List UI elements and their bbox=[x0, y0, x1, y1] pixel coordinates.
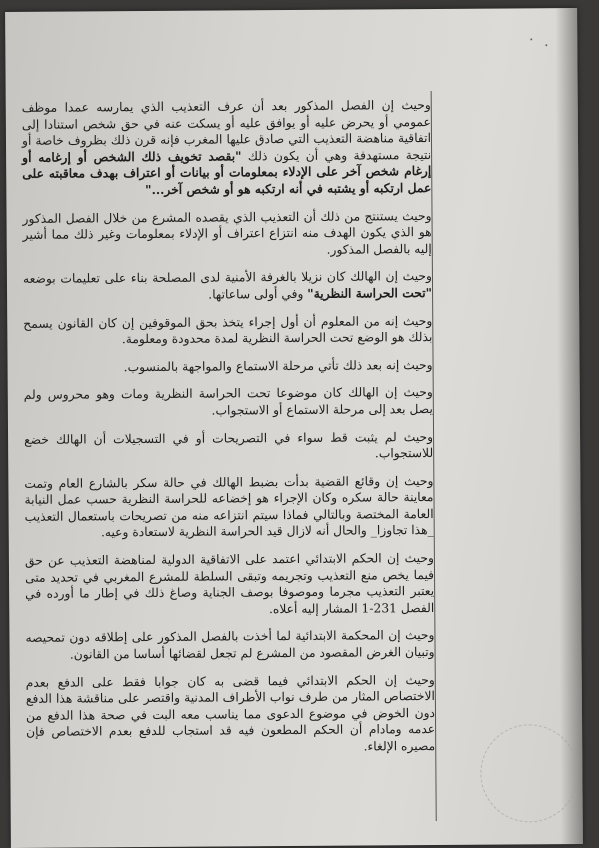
paragraph-text: وحيث إن الهالك كان موضوعا تحت الحراسة النظرية ومات وهو محروس ولم يصل بعد إلى مرحلة الاستماع أو الاستجواب. bbox=[23, 385, 433, 418]
paragraph-text: وحيث لم يثبت قط سواء في التصريحات أو في التسجيلات أن الهالك خضع للاستجواب. bbox=[24, 429, 434, 461]
paragraph-text: وحيث إن المحكمة الابتدائية لما أخذت بالفصل المذكور على إطلاقه دون تمحيصه وتبيان الغرض المقصود من المشرع لم تجعل لقضائها أساسا من القانون. bbox=[25, 628, 435, 662]
paragraph bbox=[23, 313, 432, 349]
paragraph-text: وحيث إن الهالك كان نزيلا بالغرفة الأمنية لدى المصلحة بناء على تعليمات بوضعه bbox=[22, 269, 432, 287]
speck bbox=[530, 38, 532, 40]
paragraph bbox=[22, 97, 432, 199]
paragraph bbox=[25, 627, 434, 663]
paragraph-text: وحيث إن الحكم الابتدائي فيما قضى به كان جوابا فقط على الدفع بعدم الاختصاص المثار من طرف نواب الأطراف المدنية واقتصر على مناقشة هذا الدفع دون الخوض في موضوع الدعوى مما يناسب معه البت في صحة هذا الدفع من عدمه ومادام أن الحكم المطعون فيه قد استجاب للدفع بعدم الاختصاص فإن مصيره الإلغاء. bbox=[25, 672, 436, 754]
paragraph-text: وحيث إنه من المعلوم أن أول إجراء يتخذ بحق الموقوفين إن كان القانون يسمح بذلك هو الوضع تحت الحراسة النظرية لمدة محدودة ومعلومة. bbox=[23, 313, 433, 347]
paragraph bbox=[24, 473, 433, 542]
page-edge-shadow bbox=[555, 8, 583, 844]
paragraph-text: وحيث إن الفصل المذكور بعد أن عرف التعذيب الذي يمارسه عمدا موظف عمومي أو يحرض عليه أو يوافق عليه أو يسكت عنه في حق شخص استنادا إلى اتفاقية مناهضة التعذيب التي صادق عليها المغرب فإنه قرن ذلك بظروف خاصة أو نتيجة مستهدفة وهي أن يكون ذلك bbox=[21, 98, 432, 164]
paragraph bbox=[24, 357, 433, 376]
paragraph bbox=[24, 384, 433, 420]
paragraph bbox=[22, 208, 431, 261]
paragraph-text: وحيث إن الحكم الابتدائي اعتمد على الاتفاقية الدولية لمناهضة التعذيب عن حق فيما يخص منع التعذيب وتجريمه وتبقى السلطة للمشرع المغربي في تحديد متى يعتبر التعذيب مجرما وموصوفا بوصف الجناية وصاغ ذلك في إطار ما أورده في الفصل 231-1 المشار إليه أعلاه. bbox=[24, 551, 435, 617]
paragraph-text: وحيث إن وقائع القضية بدأت بضبط الهالك في حالة سكر بالشارع العام وتمت معاينة حالة سكره وكان الإجراء هو إخضاعه للحراسة النظرية حسب عمل النيابة العامة المختصة وبالتالي فماذا سيتم انتزاعه منه من تصريحات باستعمال التعذيب _هذا تجاوزا_ والحال أنه لازال قيد الحراسة النظرية لاستعادة وعيه. bbox=[24, 473, 434, 540]
paragraph-text: وحيث يستنتج من ذلك أن التعذيب الذي يقصده المشرع من خلال الفصل المذكور هو الذي يكون الهدف منه انتزاع اعتراف أو الإدلاء بمعلومات وغير ذلك مما أشير إليه بالفصل المذكور. bbox=[22, 208, 432, 257]
quoted-text: "تحت الحراسة النظرية" bbox=[307, 284, 433, 301]
paragraph bbox=[23, 268, 432, 304]
speck bbox=[545, 44, 547, 46]
paragraph bbox=[24, 429, 433, 465]
document-page bbox=[5, 8, 583, 848]
faint-stamp bbox=[480, 724, 579, 823]
quoted-text: "بقصد تخويف ذلك الشخص أو إرغامه أو إرغام شخص آخر على الإدلاء بمعلومات أو بيانات أو اعتراف بهدف معاقبته على عمل ارتكبه أو يشتبه في أنه ارتكبه هو أو شخص آخر..." bbox=[22, 148, 432, 198]
paragraph bbox=[25, 550, 434, 619]
judgment-text bbox=[22, 97, 436, 768]
paragraph-text-tail: وفي أولى ساعاتها. bbox=[208, 286, 308, 302]
paragraph-text: وحيث إنه بعد ذلك تأتي مرحلة الاستماع والمواجهة بالمنسوب. bbox=[123, 357, 433, 374]
paragraph bbox=[26, 672, 436, 758]
